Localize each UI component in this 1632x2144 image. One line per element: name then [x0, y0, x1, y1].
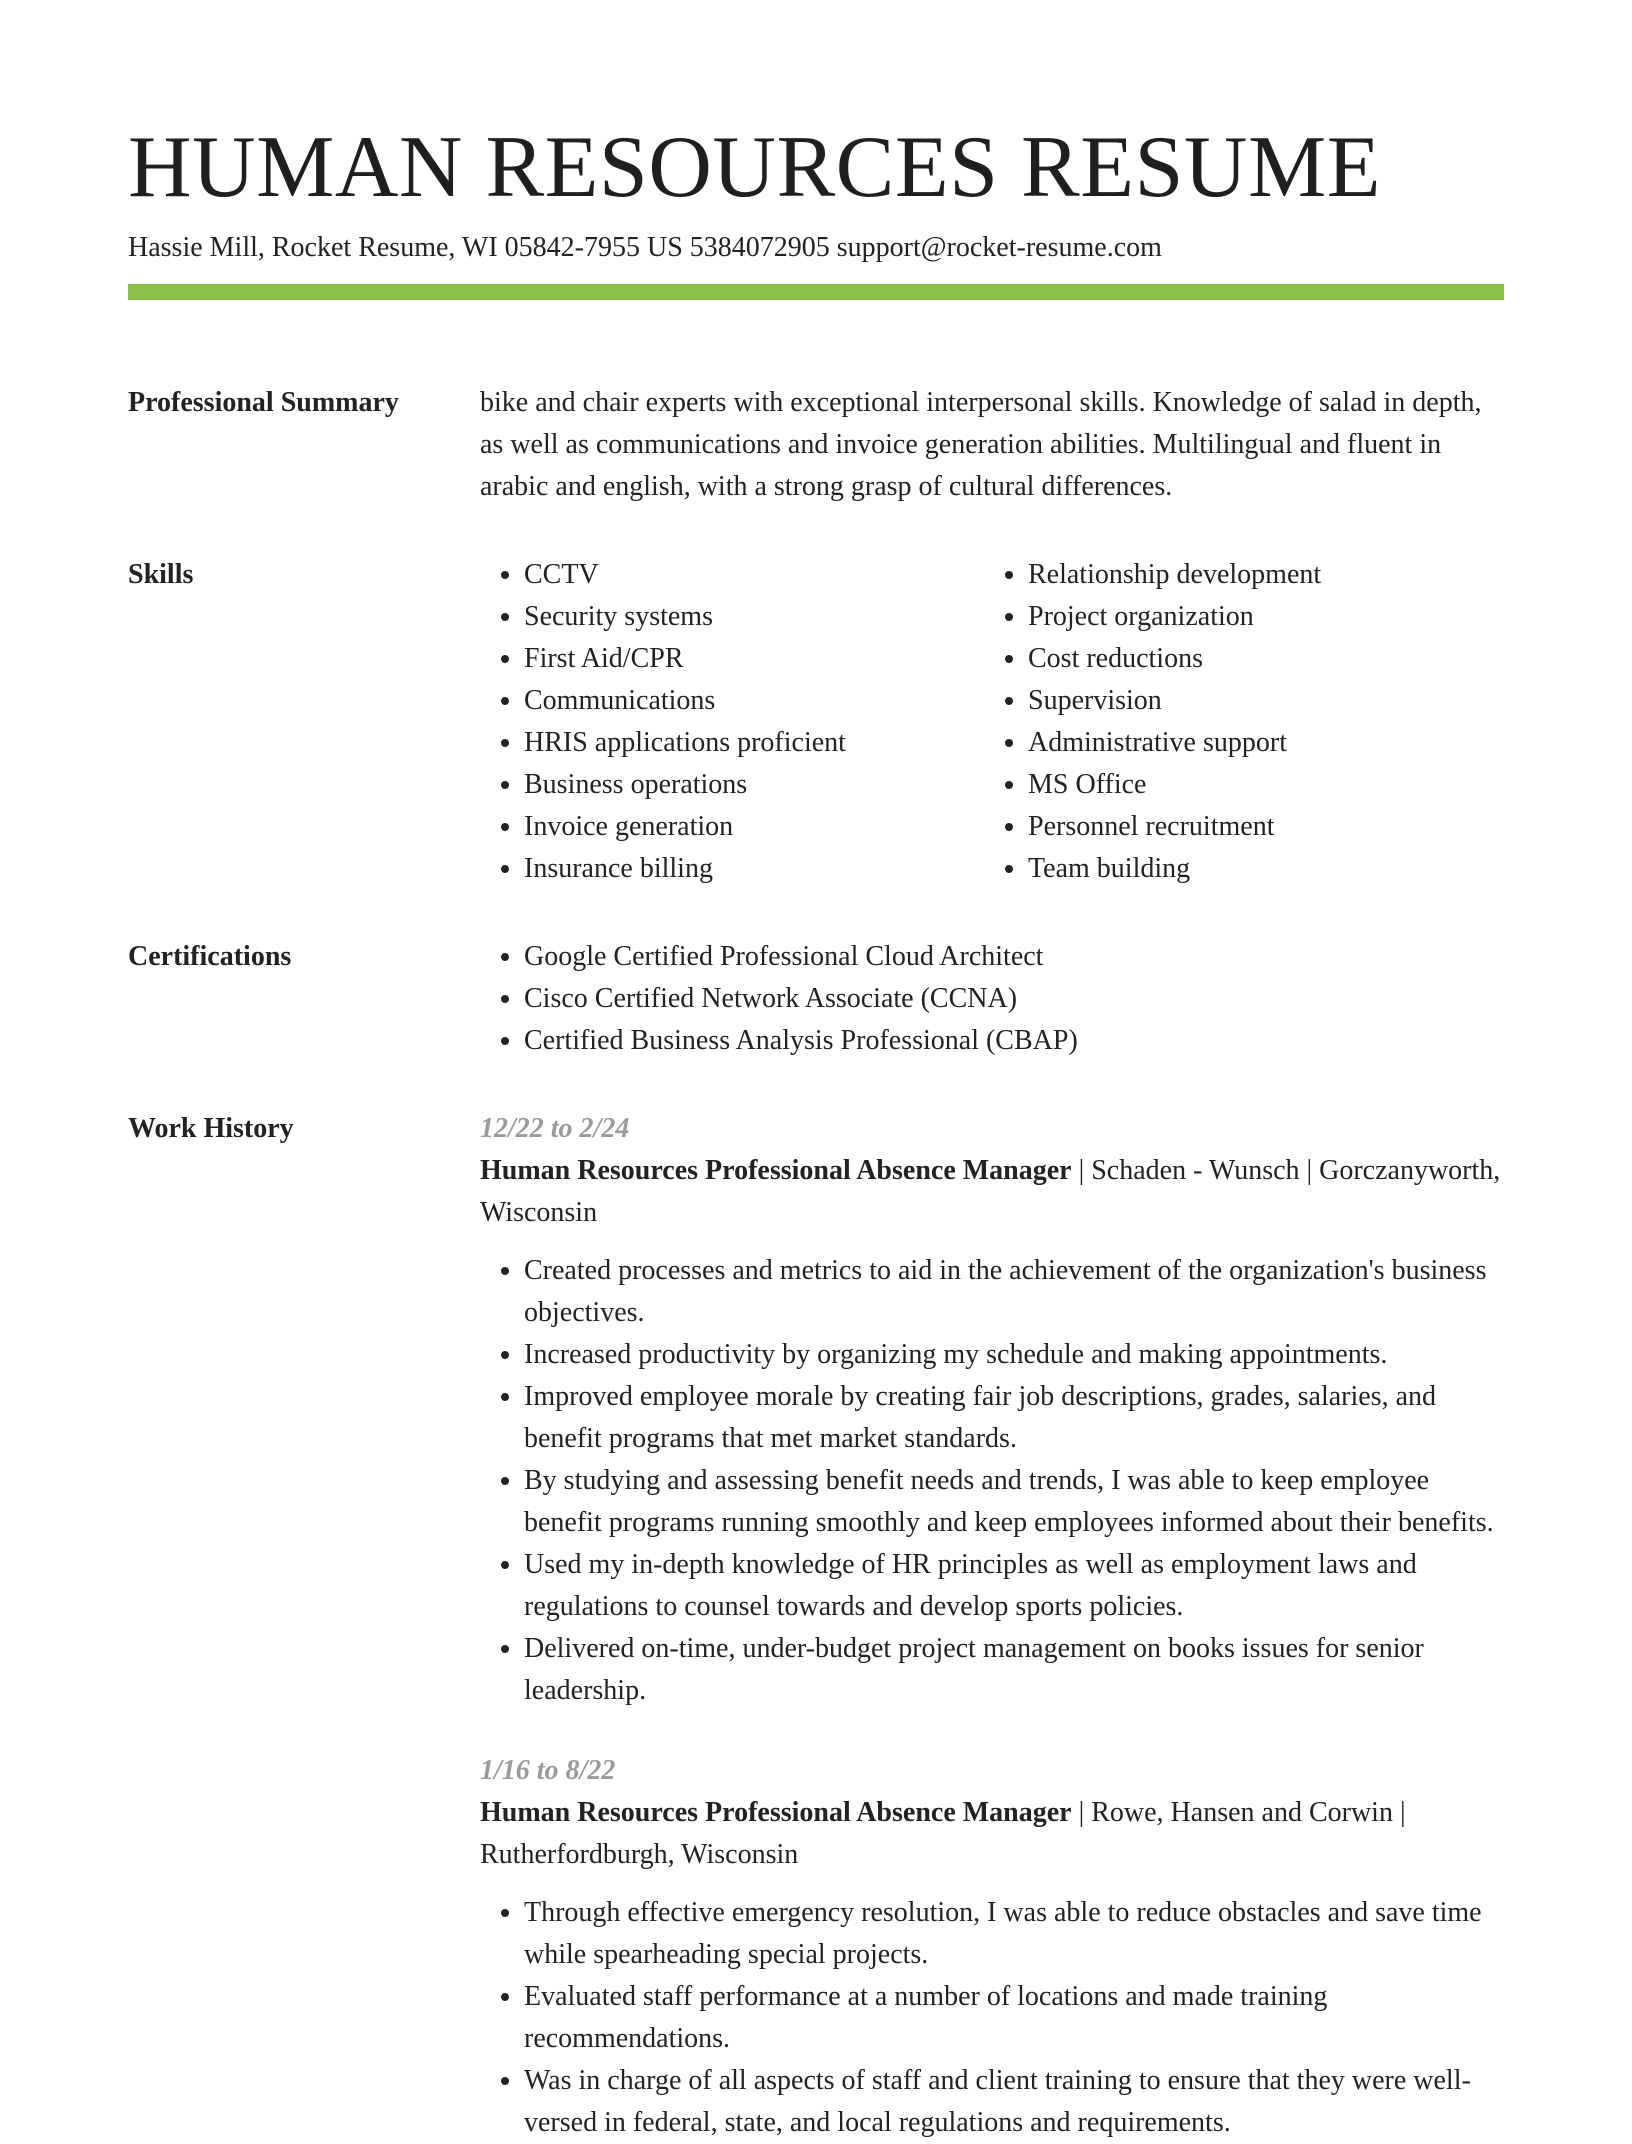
resume-page [128, 118, 1504, 2144]
section-label: Certifications [128, 941, 292, 972]
certification-item: • Certified Business Analysis Professional (CBAP) [524, 1020, 1504, 1062]
certification-item: • Google Certified Professional Cloud Architect [524, 936, 1504, 978]
skill-item: • Business operations [524, 764, 984, 806]
job-title: Human Resources Professional Absence Manager [480, 1797, 1072, 1828]
job-duty: • Used my in-depth knowledge of HR principles as well as employment laws and regulations to counsel towards and develop sports policies. [524, 1544, 1504, 1628]
skill-item: • Team building [1028, 848, 1488, 890]
certifications-list [480, 936, 1504, 1062]
skill-item: • Cost reductions [1028, 638, 1488, 680]
skill-item: • MS Office [1028, 764, 1488, 806]
resume-title: HUMAN RESOURCES RESUME [128, 119, 1381, 216]
header-divider [128, 284, 1504, 300]
job-duties-list [480, 1250, 1504, 1712]
skill-item: • First Aid/CPR [524, 638, 984, 680]
skill-item: • Relationship development [1028, 554, 1488, 596]
section-label: Professional Summary [128, 387, 399, 418]
skills-section [128, 554, 1504, 890]
skills-list-left [480, 554, 984, 890]
job-duty: • Evaluated staff performance at a number of locations and made training recommendations. [524, 1976, 1504, 2060]
job-employer-location: | Rowe, Hansen and Corwin | Rutherfordburgh, Wisconsin [480, 1797, 1406, 1870]
job-duty: • Increased productivity by organizing my schedule and making appointments. [524, 1334, 1504, 1376]
job-duty: • Improved employee morale by creating fair job descriptions, grades, salaries, and benefit programs that met market standards. [524, 1376, 1504, 1460]
job-entry [480, 1750, 1504, 2144]
job-dates: 12/22 to 2/24 [480, 1113, 630, 1144]
skill-item: • Insurance billing [524, 848, 984, 890]
skills-list-right [984, 554, 1488, 890]
section-label: Work History [128, 1113, 294, 1144]
job-employer-location: | Schaden - Wunsch | Gorczanyworth, Wisconsin [480, 1155, 1501, 1228]
job-heading [480, 1792, 1504, 1876]
job-title: Human Resources Professional Absence Manager [480, 1155, 1072, 1186]
job-duty: • By studying and assessing benefit needs and trends, I was able to keep employee benefit programs running smoothly and keep employees informed about their benefits. [524, 1460, 1504, 1544]
skill-item: • Supervision [1028, 680, 1488, 722]
certifications-section [128, 936, 1504, 1062]
skill-item: • HRIS applications proficient [524, 722, 984, 764]
section-label: Skills [128, 559, 194, 590]
skill-item: • Personnel recruitment [1028, 806, 1488, 848]
skill-item: • Communications [524, 680, 984, 722]
summary-section [128, 382, 1504, 508]
skill-item: • Invoice generation [524, 806, 984, 848]
skill-item: • CCTV [524, 554, 984, 596]
job-duty: • Delivered on-time, under-budget project management on books issues for senior leadership. [524, 1628, 1504, 1712]
skill-item: • Project organization [1028, 596, 1488, 638]
job-entry [480, 1108, 1504, 1712]
job-duty: • Through effective emergency resolution, I was able to reduce obstacles and save time while spearheading special projects. [524, 1892, 1504, 1976]
contact-line: Hassie Mill, Rocket Resume, WI 05842-7955 US 5384072905 support@rocket-resume.com [128, 232, 1162, 263]
work-history-section [128, 1108, 1504, 2144]
skill-item: • Administrative support [1028, 722, 1488, 764]
skill-item: • Security systems [524, 596, 984, 638]
job-duty: • Was in charge of all aspects of staff and client training to ensure that they were well-versed in federal, state, and local regulations and requirements. [524, 2060, 1504, 2144]
certification-item: • Cisco Certified Network Associate (CCNA) [524, 978, 1504, 1020]
job-heading [480, 1150, 1504, 1234]
job-dates: 1/16 to 8/22 [480, 1755, 616, 1786]
job-duties-list [480, 1892, 1504, 2144]
job-duty: • Created processes and metrics to aid in the achievement of the organization's business objectives. [524, 1250, 1504, 1334]
summary-text: bike and chair experts with exceptional interpersonal skills. Knowledge of salad in depth, as well as communications and invoice generation abilities. Multilingual and fluent in arabic and english, with a strong grasp of cultural differences. [480, 387, 1482, 502]
